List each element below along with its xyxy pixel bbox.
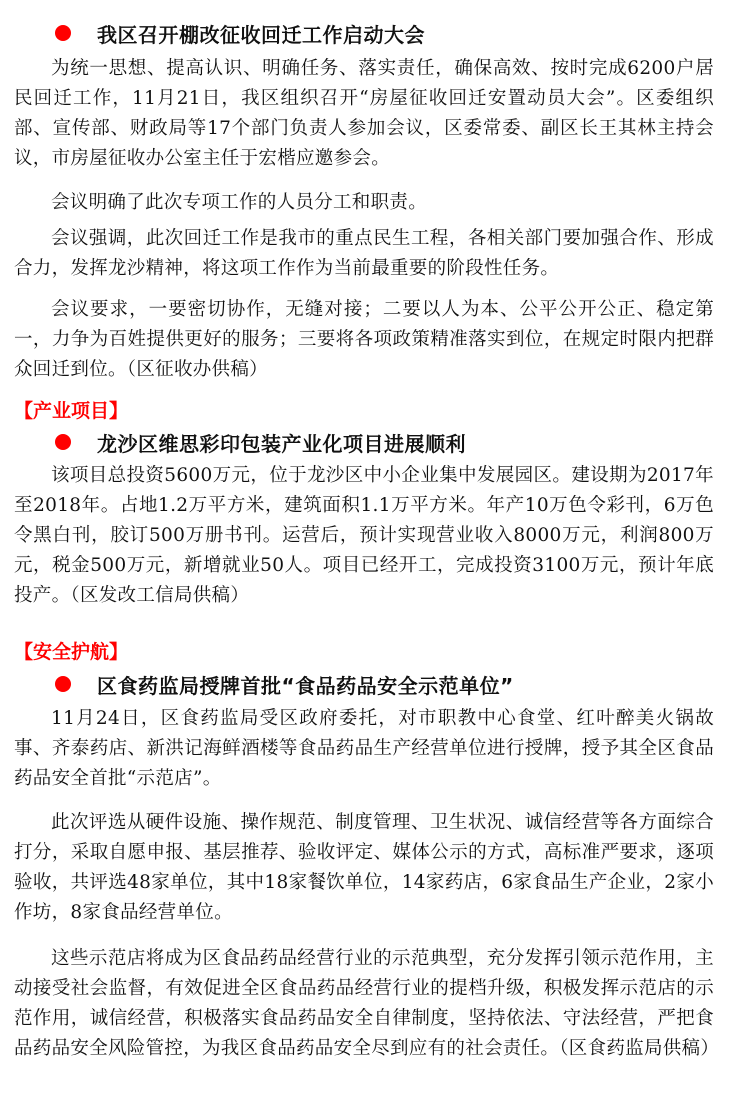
article-3-paragraph: 11月24日，区食药监局受区政府委托，对市职教中心食堂、红叶醉美火锅故事、齐泰药店、新洪记海鲜酒楼等食品药品生产经营单位进行授牌，授予其全区食品药品安全首批“示范店”。 bbox=[14, 708, 714, 789]
red-bullet-icon bbox=[55, 25, 71, 41]
article-3-paragraph: 这些示范店将成为区食品药品经营行业的示范典型，充分发挥引领示范作用，主动接受社会监督，有效促进全区食品药品经营行业的提档升级，积极发挥示范店的示范作用，诚信经营，积极落实食品药品安全自律制度，坚持依法、守法经营，严把食品药品安全风险管控，为我区食品药品安全尽到应有的社会责任。（区食药监局供稿） bbox=[14, 948, 720, 1059]
red-bullet-icon bbox=[55, 434, 71, 450]
article-1-paragraph: 会议要求，一要密切协作，无缝对接；二要以人为本、公平公开公正、稳定第一，力争为百姓提供更好的服务；三要将各项政策精准落实到位，在规定时限内把群众回迁到位。（区征收办供稿） bbox=[14, 299, 714, 380]
section-label-industry: 【产业项目】 bbox=[14, 399, 129, 422]
article-2-paragraph: 该项目总投资5600万元，位于龙沙区中小企业集中发展园区。建设期为2017年至2018年。占地1.2万平方米，建筑面积1.1万平方米。年产10万色令彩刊，6万色令黑白刊，胶订500万册书刊。运营后，预计实现营业收入8000万元，利润800万元，税金500万元，新增就业50人。项目已经开工，完成投资3100万元，预计年底投产。（区发改工信局供稿） bbox=[14, 465, 714, 606]
article-1-headline bbox=[55, 17, 425, 49]
article-3-paragraph: 此次评选从硬件设施、操作规范、制度管理、卫生状况、诚信经营等各方面综合打分，采取自愿申报、基层推荐、验收评定、媒体公示的方式，高标准严要求，逐项验收，共评选48家单位，其中18家餐饮单位，14家药店，6家食品生产企业，2家小作坊，8家食品经营单位。 bbox=[14, 812, 714, 923]
section-label-safety: 【安全护航】 bbox=[14, 640, 129, 663]
article-3-headline bbox=[55, 668, 514, 700]
article-1-paragraph: 会议明确了此次专项工作的人员分工和职责。 bbox=[51, 192, 428, 213]
article-2-headline bbox=[55, 426, 466, 458]
red-bullet-icon bbox=[55, 676, 71, 692]
article-1-title: 我区召开棚改征收回迁工作启动大会 bbox=[97, 22, 425, 47]
article-1-paragraph: 会议强调，此次回迁工作是我市的重点民生工程，各相关部门要加强合作、形成合力，发挥龙沙精神，将这项工作作为当前最重要的阶段性任务。 bbox=[14, 228, 714, 279]
article-2-title: 龙沙区维思彩印包装产业化项目进展顺利 bbox=[97, 431, 466, 456]
article-3-title: 区食药监局授牌首批“食品药品安全示范单位” bbox=[97, 673, 514, 698]
article-1-paragraph: 为统一思想、提高认识、明确任务、落实责任，确保高效、按时完成6200户居民回迁工作，11月21日，我区组织召开“房屋征收回迁安置动员大会”。区委组织部、宣传部、财政局等17个部门负责人参加会议，区委常委、副区长王其林主持会议，市房屋征收办公室主任于宏楷应邀参会。 bbox=[14, 58, 714, 169]
